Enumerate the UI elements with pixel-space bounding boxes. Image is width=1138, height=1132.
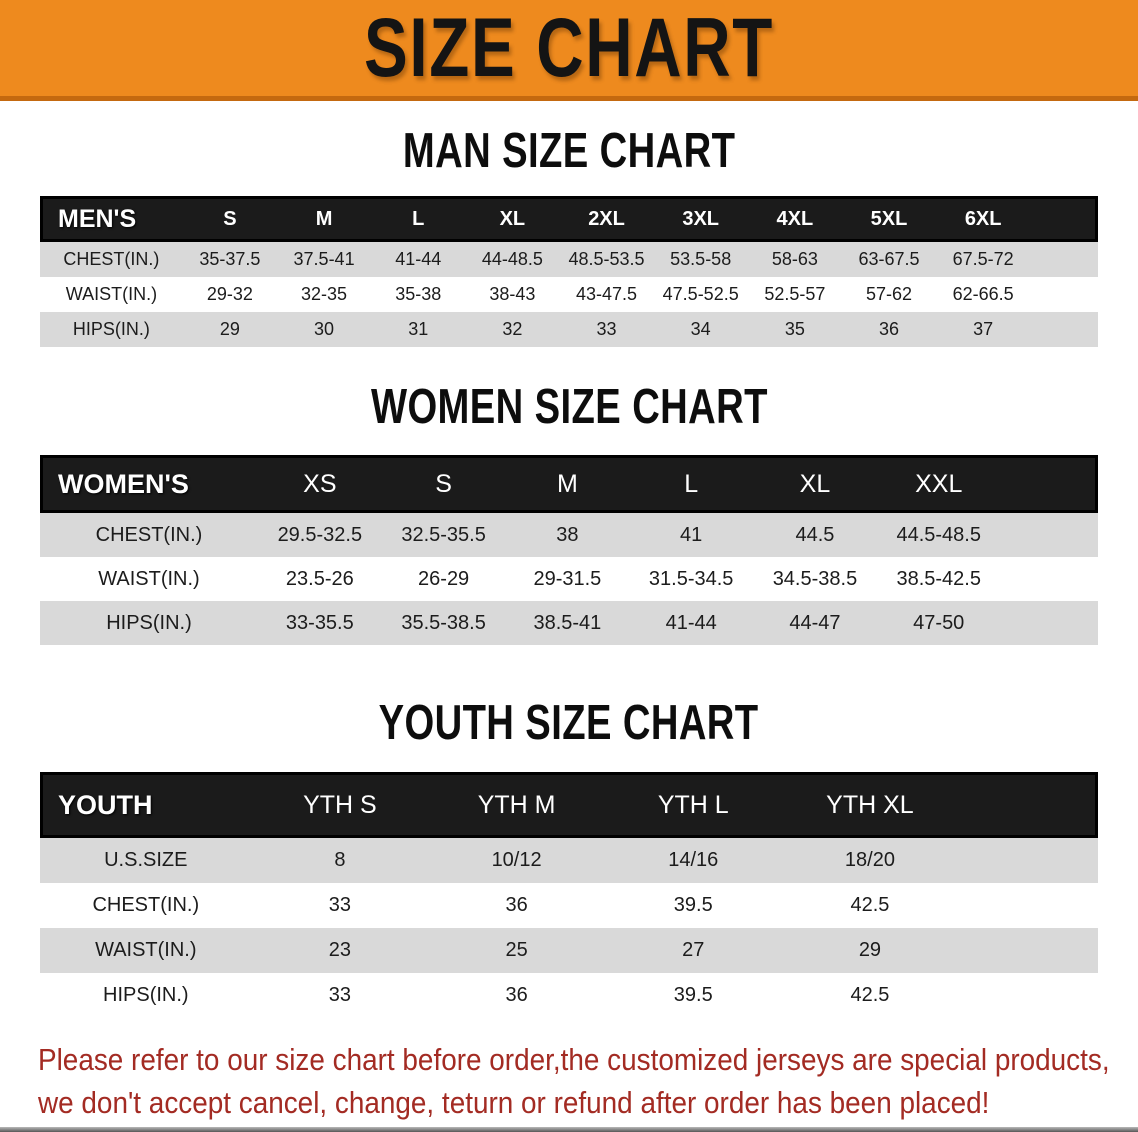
table-cell: 44-47: [789, 611, 841, 634]
mens-hips-row: [40, 312, 1098, 347]
table-cell: 27: [682, 939, 705, 961]
table-cell: 41-44: [665, 611, 717, 634]
womens-table-title: WOMEN'S: [58, 468, 189, 499]
table-cell: 38.5-41: [533, 611, 602, 634]
table-cell: 44.5: [795, 523, 835, 546]
table-cell: 29: [219, 319, 240, 339]
table-cell: 42.5: [850, 894, 890, 916]
table-cell: 32.5-35.5: [401, 523, 486, 546]
mens-table-header-row: [40, 196, 1098, 242]
womens-chest-row: [40, 513, 1098, 557]
youth-chest-row: [40, 883, 1098, 928]
table-cell: 43-47.5: [576, 284, 638, 304]
table-cell: 29-32: [206, 284, 253, 304]
table-cell: 31.5-34.5: [648, 567, 734, 590]
table-cell: 57-62: [865, 284, 913, 304]
table-cell: 29.5-32.5: [277, 523, 363, 546]
size-chart-banner: [0, 0, 1138, 101]
mens-header-cell-s: S: [223, 207, 237, 230]
table-cell: 33: [596, 319, 617, 339]
womens-header-cell-l: L: [684, 469, 699, 498]
table-cell: 10/12: [491, 849, 542, 871]
disclaimer-line-1: Please refer to our size chart before order,the customized jerseys are special products,: [38, 1042, 1110, 1077]
womens-table-header-row: [40, 455, 1098, 513]
man-size-chart-heading: [0, 125, 1138, 177]
table-cell: 58-63: [771, 249, 818, 269]
table-cell: 33: [328, 984, 352, 1006]
table-cell: 44.5-48.5: [896, 523, 981, 546]
table-cell: 36: [505, 894, 528, 916]
youth-size-chart-heading: [0, 697, 1138, 749]
row-label-hips: HIPS(IN.): [72, 319, 150, 339]
row-label-hips: HIPS(IN.): [103, 984, 189, 1006]
mens-header-cell-xl: XL: [499, 207, 526, 230]
table-cell: 30: [314, 319, 335, 339]
mens-header-cell-5xl: 5XL: [870, 207, 908, 230]
table-cell: 38.5-42.5: [896, 567, 981, 590]
youth-size-chart-heading-text: YOUTH SIZE CHART: [379, 696, 759, 750]
row-label-waist: WAIST(IN.): [65, 284, 158, 304]
mens-waist-row: [40, 277, 1098, 312]
womens-waist-row: [40, 557, 1098, 601]
table-cell: 35-38: [395, 284, 442, 304]
table-cell: 39.5: [673, 894, 713, 916]
table-cell: 41: [680, 523, 703, 546]
table-cell: 25: [505, 939, 528, 961]
women-size-chart-heading-text: WOMEN SIZE CHART: [370, 380, 768, 434]
table-cell: 18/20: [844, 849, 895, 871]
table-cell: 32-35: [301, 284, 348, 304]
table-cell: 53.5-58: [670, 249, 732, 269]
table-cell: 37: [973, 319, 994, 339]
table-cell: 63-67.5: [858, 249, 920, 269]
table-cell: 32: [502, 319, 523, 339]
youth-header-cell-l: YTH L: [657, 790, 729, 819]
mens-table-title: MEN'S: [58, 204, 137, 233]
man-size-chart-heading-text: MAN SIZE CHART: [402, 124, 736, 178]
table-cell: 35: [784, 319, 805, 339]
row-label-chest: CHEST(IN.): [92, 894, 200, 916]
mens-header-cell-4xl: 4XL: [776, 207, 814, 230]
table-cell: 14/16: [668, 849, 719, 871]
table-cell: 38: [556, 523, 579, 546]
table-cell: 33-35.5: [285, 611, 354, 634]
table-cell: 36: [505, 984, 528, 1006]
table-cell: 23: [328, 939, 352, 961]
row-label-waist: WAIST(IN.): [95, 939, 197, 961]
mens-header-cell-l: L: [412, 207, 425, 230]
table-cell: 67.5-72: [952, 249, 1014, 269]
table-cell: 39.5: [673, 984, 713, 1006]
youth-table-title: YOUTH: [58, 789, 153, 820]
youth-hips-row: [40, 973, 1098, 1018]
table-cell: 36: [878, 319, 900, 339]
table-cell: 29-31.5: [533, 567, 602, 590]
womens-header-cell-xl: XL: [799, 469, 831, 498]
table-cell: 44-48.5: [481, 249, 543, 269]
table-cell: 47.5-52.5: [662, 284, 739, 304]
table-cell: 23.5-26: [285, 567, 354, 590]
mens-header-cell-6xl: 6XL: [964, 207, 1002, 230]
table-cell: 29: [858, 939, 882, 961]
row-label-chest: CHEST(IN.): [63, 249, 160, 269]
table-cell: 42.5: [850, 984, 890, 1006]
table-cell: 26-29: [418, 567, 470, 590]
womens-hips-row: [40, 601, 1098, 645]
disclaimer-line-2: we don't accept cancel, change, teturn or refund after order has been placed!: [38, 1085, 990, 1120]
table-cell: 35.5-38.5: [401, 611, 486, 634]
table-cell: 62-66.5: [952, 284, 1014, 304]
womens-header-cell-xxl: XXL: [915, 469, 963, 498]
youth-size-table: [40, 772, 1098, 1018]
womens-header-cell-xs: XS: [303, 469, 337, 498]
bottom-edge-strip: [0, 1127, 1138, 1132]
womens-size-table: [40, 455, 1098, 645]
table-cell: 41-44: [395, 249, 442, 269]
mens-header-cell-2xl: 2XL: [588, 207, 625, 230]
table-cell: 38-43: [489, 284, 536, 304]
youth-header-cell-s: YTH S: [303, 790, 377, 819]
youth-ussize-row: [40, 838, 1098, 883]
table-cell: 8: [334, 849, 346, 871]
youth-waist-row: [40, 928, 1098, 973]
table-cell: 52.5-57: [764, 284, 826, 304]
womens-header-cell-m: M: [556, 469, 578, 498]
youth-table-header-row: [40, 772, 1098, 838]
table-cell: 33: [328, 894, 352, 916]
mens-chest-row: [40, 242, 1098, 277]
table-cell: 48.5-53.5: [568, 249, 645, 269]
row-label-chest: CHEST(IN.): [95, 523, 203, 546]
mens-size-table: [40, 196, 1098, 347]
table-cell: 34: [690, 319, 711, 339]
mens-header-cell-m: M: [315, 207, 333, 230]
women-size-chart-heading: [0, 381, 1138, 433]
table-cell: 35-37.5: [199, 249, 261, 269]
table-cell: 37.5-41: [293, 249, 355, 269]
size-chart-title: SIZE CHART: [364, 1, 774, 94]
row-label-hips: HIPS(IN.): [106, 611, 192, 634]
disclaimer-text: [38, 1038, 1138, 1124]
youth-header-cell-xl: YTH XL: [826, 790, 914, 819]
table-cell: 34.5-38.5: [772, 567, 858, 590]
row-label-us-size: U.S.SIZE: [104, 849, 188, 871]
mens-header-cell-3xl: 3XL: [682, 207, 720, 230]
youth-header-cell-m: YTH M: [477, 790, 556, 819]
table-cell: 31: [408, 319, 429, 339]
womens-header-cell-s: S: [435, 469, 452, 498]
table-cell: 47-50: [913, 611, 965, 634]
row-label-waist: WAIST(IN.): [98, 567, 200, 590]
